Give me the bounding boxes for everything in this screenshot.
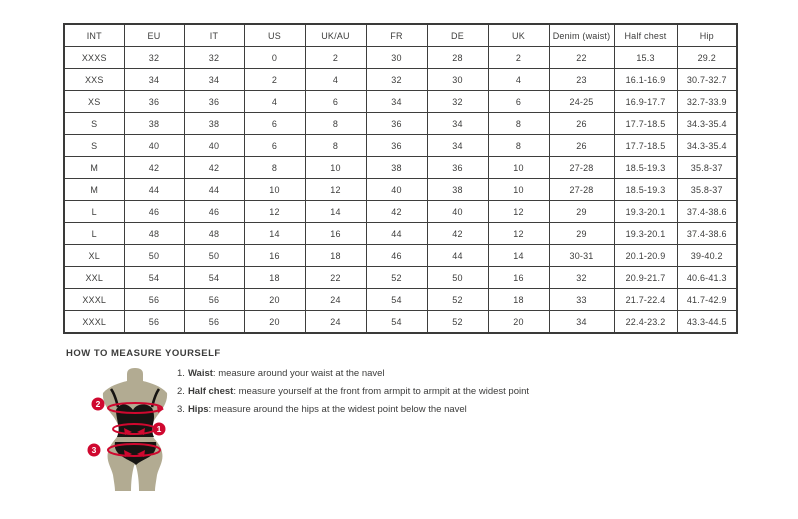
table-cell: 27-28	[549, 179, 614, 201]
table-cell: 10	[244, 179, 305, 201]
table-cell: 56	[184, 311, 244, 334]
table-cell: 44	[366, 223, 427, 245]
step-text: : measure around the hips at the widest point below the navel	[208, 404, 467, 415]
table-cell: 20.1-20.9	[614, 245, 677, 267]
table-cell: 18.5-19.3	[614, 157, 677, 179]
size-chart-body	[64, 47, 737, 334]
step-number: 1.	[177, 368, 185, 379]
table-cell: 4	[488, 69, 549, 91]
table-cell: 50	[184, 245, 244, 267]
table-cell: 30.7-32.7	[677, 69, 737, 91]
table-cell: 36	[184, 91, 244, 113]
table-cell: 42	[366, 201, 427, 223]
table-cell: 32.7-33.9	[677, 91, 737, 113]
table-cell: 36	[427, 157, 488, 179]
table-cell: 34.3-35.4	[677, 135, 737, 157]
table-cell: 16.1-16.9	[614, 69, 677, 91]
table-cell: 42	[184, 157, 244, 179]
measure-guide-heading: HOW TO MEASURE YOURSELF	[66, 348, 221, 359]
table-cell: 20.9-21.7	[614, 267, 677, 289]
measure-step-hips	[177, 403, 597, 416]
table-row	[64, 47, 737, 69]
table-row	[64, 311, 737, 334]
table-cell: 40	[124, 135, 184, 157]
table-cell: 37.4-38.6	[677, 223, 737, 245]
table-cell: XL	[64, 245, 124, 267]
table-cell: 26	[549, 113, 614, 135]
table-row	[64, 179, 737, 201]
table-cell: 17.7-18.5	[614, 135, 677, 157]
table-cell: 56	[124, 311, 184, 334]
table-cell: 14	[488, 245, 549, 267]
table-cell: 40	[427, 201, 488, 223]
table-cell: XXS	[64, 69, 124, 91]
table-cell: 4	[244, 91, 305, 113]
table-cell: 17.7-18.5	[614, 113, 677, 135]
table-cell: 35.8-37	[677, 179, 737, 201]
table-cell: 8	[488, 135, 549, 157]
table-cell: 42	[124, 157, 184, 179]
column-header: UK	[488, 24, 549, 47]
table-cell: L	[64, 223, 124, 245]
table-cell: 38	[124, 113, 184, 135]
step-number: 3.	[177, 404, 185, 415]
table-cell: 6	[244, 135, 305, 157]
measure-steps	[177, 367, 597, 421]
table-cell: S	[64, 113, 124, 135]
table-cell: 10	[305, 157, 366, 179]
mannequin-figure	[78, 366, 193, 492]
table-cell: 21.7-22.4	[614, 289, 677, 311]
table-cell: 27-28	[549, 157, 614, 179]
table-cell: 18	[488, 289, 549, 311]
table-cell: 4	[305, 69, 366, 91]
table-cell: 43.3-44.5	[677, 311, 737, 334]
table-cell: 29.2	[677, 47, 737, 69]
column-header: IT	[184, 24, 244, 47]
table-row	[64, 157, 737, 179]
table-cell: 32	[427, 91, 488, 113]
table-cell: 54	[366, 289, 427, 311]
column-header: Half chest	[614, 24, 677, 47]
step-text: : measure yourself at the front from armpit to armpit at the widest point	[233, 386, 530, 397]
table-cell: 40	[366, 179, 427, 201]
table-cell: 30-31	[549, 245, 614, 267]
table-cell: 42	[427, 223, 488, 245]
table-row	[64, 267, 737, 289]
table-cell: XXL	[64, 267, 124, 289]
table-cell: 24	[305, 311, 366, 334]
step-text: : measure around your waist at the navel	[212, 368, 385, 379]
table-cell: 0	[244, 47, 305, 69]
table-cell: 2	[305, 47, 366, 69]
svg-text:3: 3	[91, 445, 97, 455]
table-cell: 32	[124, 47, 184, 69]
step-term: Waist	[187, 368, 213, 379]
step-number: 2.	[177, 386, 185, 397]
table-row	[64, 201, 737, 223]
column-header: EU	[124, 24, 184, 47]
table-cell: 2	[488, 47, 549, 69]
table-cell: 56	[184, 289, 244, 311]
table-cell: 2	[244, 69, 305, 91]
table-cell: 6	[305, 91, 366, 113]
table-cell: XXXL	[64, 289, 124, 311]
table-cell: 6	[488, 91, 549, 113]
table-cell: 54	[184, 267, 244, 289]
table-row	[64, 135, 737, 157]
table-cell: 8	[488, 113, 549, 135]
table-cell: 56	[124, 289, 184, 311]
table-cell: 18.5-19.3	[614, 179, 677, 201]
column-header: UK/AU	[305, 24, 366, 47]
table-cell: M	[64, 157, 124, 179]
column-header: Denim (waist)	[549, 24, 614, 47]
table-cell: 32	[549, 267, 614, 289]
table-cell: 18	[305, 245, 366, 267]
table-cell: 24-25	[549, 91, 614, 113]
table-cell: 40	[184, 135, 244, 157]
table-cell: 12	[244, 201, 305, 223]
table-cell: 23	[549, 69, 614, 91]
table-cell: 10	[488, 157, 549, 179]
table-cell: 37.4-38.6	[677, 201, 737, 223]
table-cell: 41.7-42.9	[677, 289, 737, 311]
table-cell: 20	[488, 311, 549, 334]
table-row	[64, 245, 737, 267]
svg-text:1: 1	[156, 424, 162, 434]
table-cell: 28	[427, 47, 488, 69]
column-header: Hip	[677, 24, 737, 47]
table-cell: XXXS	[64, 47, 124, 69]
table-cell: XS	[64, 91, 124, 113]
table-cell: L	[64, 201, 124, 223]
table-cell: 52	[427, 289, 488, 311]
table-cell: 34	[366, 91, 427, 113]
column-header: INT	[64, 24, 124, 47]
table-cell: M	[64, 179, 124, 201]
size-chart-header-row	[64, 24, 737, 47]
table-cell: 8	[305, 113, 366, 135]
table-cell: 16	[244, 245, 305, 267]
table-cell: 38	[366, 157, 427, 179]
svg-text:2: 2	[95, 399, 101, 409]
table-cell: 34	[427, 135, 488, 157]
table-cell: S	[64, 135, 124, 157]
table-row	[64, 69, 737, 91]
table-cell: 44	[427, 245, 488, 267]
table-cell: 8	[305, 135, 366, 157]
table-cell: 38	[184, 113, 244, 135]
table-cell: 52	[366, 267, 427, 289]
table-cell: 48	[124, 223, 184, 245]
table-cell: 22	[549, 47, 614, 69]
table-cell: 30	[366, 47, 427, 69]
table-cell: 52	[427, 311, 488, 334]
table-cell: 34	[427, 113, 488, 135]
table-cell: 26	[549, 135, 614, 157]
table-cell: 20	[244, 311, 305, 334]
table-cell: 16	[488, 267, 549, 289]
table-cell: 32	[366, 69, 427, 91]
table-cell: 34	[549, 311, 614, 334]
table-cell: 8	[244, 157, 305, 179]
table-cell: 15.3	[614, 47, 677, 69]
table-cell: 14	[244, 223, 305, 245]
table-cell: XXXL	[64, 311, 124, 334]
step-term: Half chest	[187, 386, 234, 397]
size-chart-table	[63, 23, 738, 334]
table-cell: 36	[124, 91, 184, 113]
table-cell: 20	[244, 289, 305, 311]
table-cell: 32	[184, 47, 244, 69]
table-cell: 46	[124, 201, 184, 223]
column-header: US	[244, 24, 305, 47]
table-cell: 46	[184, 201, 244, 223]
table-cell: 12	[488, 223, 549, 245]
table-cell: 12	[488, 201, 549, 223]
table-cell: 54	[124, 267, 184, 289]
table-cell: 34.3-35.4	[677, 113, 737, 135]
table-cell: 50	[427, 267, 488, 289]
table-cell: 33	[549, 289, 614, 311]
table-cell: 30	[427, 69, 488, 91]
table-cell: 48	[184, 223, 244, 245]
table-cell: 12	[305, 179, 366, 201]
table-cell: 44	[184, 179, 244, 201]
table-cell: 39-40.2	[677, 245, 737, 267]
table-cell: 29	[549, 223, 614, 245]
table-cell: 18	[244, 267, 305, 289]
table-cell: 16	[305, 223, 366, 245]
table-cell: 6	[244, 113, 305, 135]
table-cell: 44	[124, 179, 184, 201]
table-cell: 50	[124, 245, 184, 267]
table-row	[64, 113, 737, 135]
table-cell: 10	[488, 179, 549, 201]
table-cell: 22	[305, 267, 366, 289]
table-cell: 19.3-20.1	[614, 223, 677, 245]
measure-step-half-chest	[177, 385, 597, 398]
table-cell: 29	[549, 201, 614, 223]
step-term: Hips	[187, 404, 209, 415]
table-cell: 14	[305, 201, 366, 223]
table-cell: 34	[124, 69, 184, 91]
table-cell: 35.8-37	[677, 157, 737, 179]
table-row	[64, 223, 737, 245]
table-cell: 34	[184, 69, 244, 91]
table-row	[64, 289, 737, 311]
table-cell: 54	[366, 311, 427, 334]
table-cell: 24	[305, 289, 366, 311]
table-cell: 40.6-41.3	[677, 267, 737, 289]
column-header: FR	[366, 24, 427, 47]
table-cell: 36	[366, 135, 427, 157]
table-cell: 22.4-23.2	[614, 311, 677, 334]
table-cell: 46	[366, 245, 427, 267]
table-cell: 16.9-17.7	[614, 91, 677, 113]
column-header: DE	[427, 24, 488, 47]
table-cell: 36	[366, 113, 427, 135]
measure-step-waist	[177, 367, 597, 380]
table-cell: 19.3-20.1	[614, 201, 677, 223]
table-row	[64, 91, 737, 113]
table-cell: 38	[427, 179, 488, 201]
